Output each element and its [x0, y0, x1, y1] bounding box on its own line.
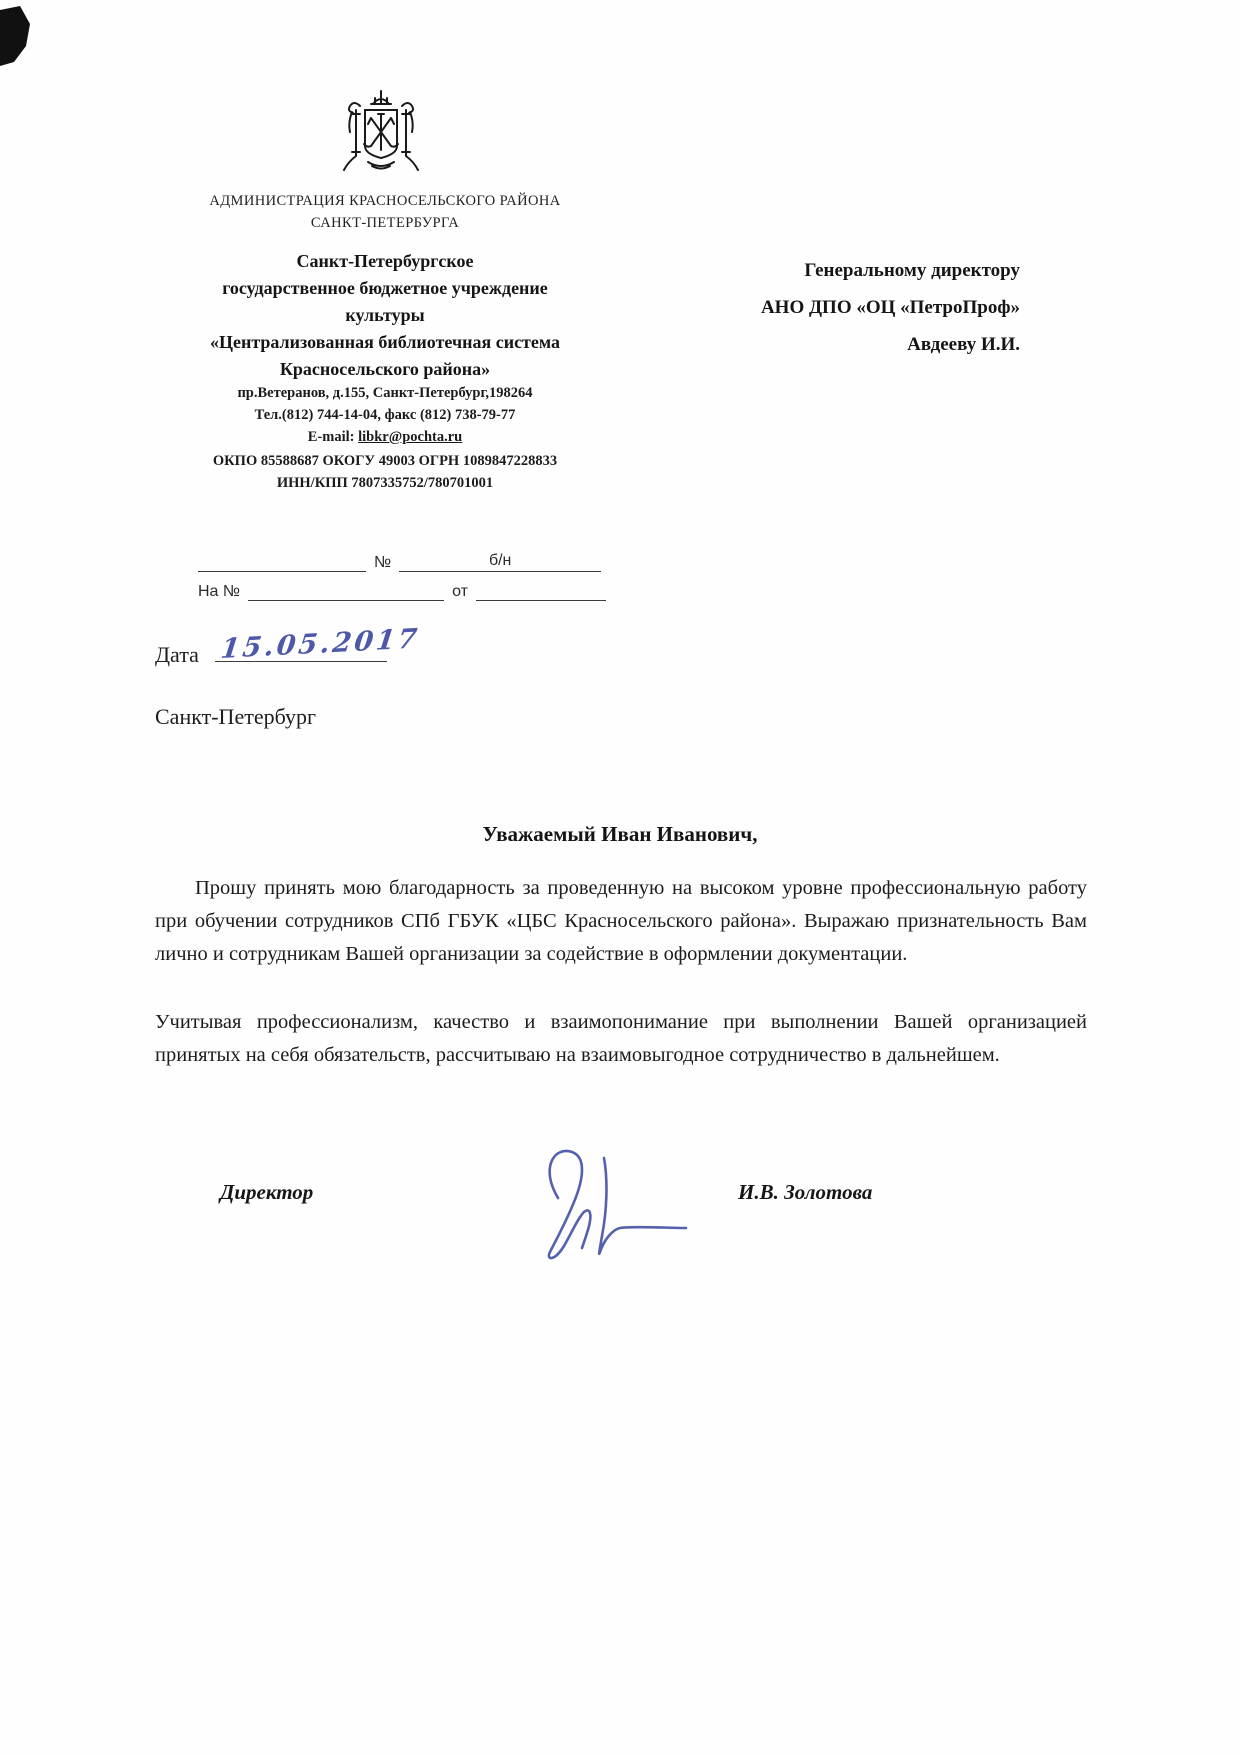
address-line: пр.Ветеранов, д.155, Санкт-Петербург,198264 [237, 385, 533, 401]
administration-heading [150, 190, 620, 234]
date-underline [215, 623, 422, 665]
organization-line: «Централизованная библиотечная система [209, 332, 561, 352]
email-line [170, 426, 600, 448]
organization-line: государственное бюджетное учреждение [222, 278, 548, 298]
handwritten-signature [520, 1140, 695, 1275]
organization-line: культуры [345, 305, 425, 325]
email-label: E-mail: [307, 429, 355, 445]
reference-row-reply [198, 581, 638, 601]
outgoing-number-blank [198, 552, 366, 572]
salutation: Уважаемый Иван Иванович, [482, 822, 758, 846]
number-sign-label: № [374, 554, 392, 571]
organization-line: Санкт-Петербургское [296, 251, 474, 271]
signer-position-title: Директор [220, 1180, 314, 1204]
reference-block [198, 552, 638, 610]
reply-from-label: от [452, 583, 468, 600]
signer-name: И.В. Золотова [738, 1180, 873, 1204]
contact-block [170, 382, 600, 448]
handwritten-date: 15.05.2017 [218, 623, 422, 665]
email-link[interactable]: libkr@pochta.ru [358, 429, 463, 445]
codes-block [150, 450, 620, 494]
addressee-organization: АНО ДПО «ОЦ «ПетроПроф» [760, 297, 1020, 318]
phone-line: Тел.(812) 744-14-04, факс (812) 738-79-77 [254, 407, 516, 423]
date-label: Дата [155, 642, 199, 667]
codes-line2: ИНН/КПП 7807335752/780701001 [276, 475, 494, 491]
reply-number-label: На № [198, 583, 241, 600]
outgoing-number-value: б/н [399, 552, 601, 572]
reference-row-number [198, 552, 638, 572]
addressee-block [690, 252, 1020, 363]
reply-number-blank [248, 581, 444, 601]
addressee-position: Генеральному директору [804, 260, 1020, 281]
city-line: Санкт-Петербург [155, 704, 316, 729]
administration-line2: САНКТ-ПЕТЕРБУРГА [310, 215, 460, 231]
addressee-name: Авдееву И.И. [907, 334, 1020, 355]
administration-line1: АДМИНИСТРАЦИЯ КРАСНОСЕЛЬСКОГО РАЙОНА [209, 193, 561, 209]
body-paragraph-1: Прошу принять мою благодарность за проведенную на высоком уровне профессиональную работу при обучении сотрудников СПб ГБУК «ЦБС Красносельского района». Выражаю признательность Вам лично и сотрудникам Вашей организации за содействие в оформлении документации. [155, 877, 1087, 965]
organization-name [150, 248, 620, 383]
scan-corner-artifact [0, 6, 34, 68]
reply-date-blank [476, 581, 606, 601]
date-row [155, 623, 422, 668]
organization-line: Красносельского района» [279, 359, 491, 379]
codes-line1: ОКПО 85588687 ОКОГУ 49003 ОГРН 1089847228833 [212, 453, 558, 469]
coat-of-arms-icon [338, 90, 424, 182]
body-paragraph-2: Учитывая профессионализм, качество и взаимопонимание при выполнении Вашей организацией принятых на себя обязательств, рассчитываю на взаимовыгодное сотрудничество в дальнейшем. [155, 1011, 1087, 1066]
